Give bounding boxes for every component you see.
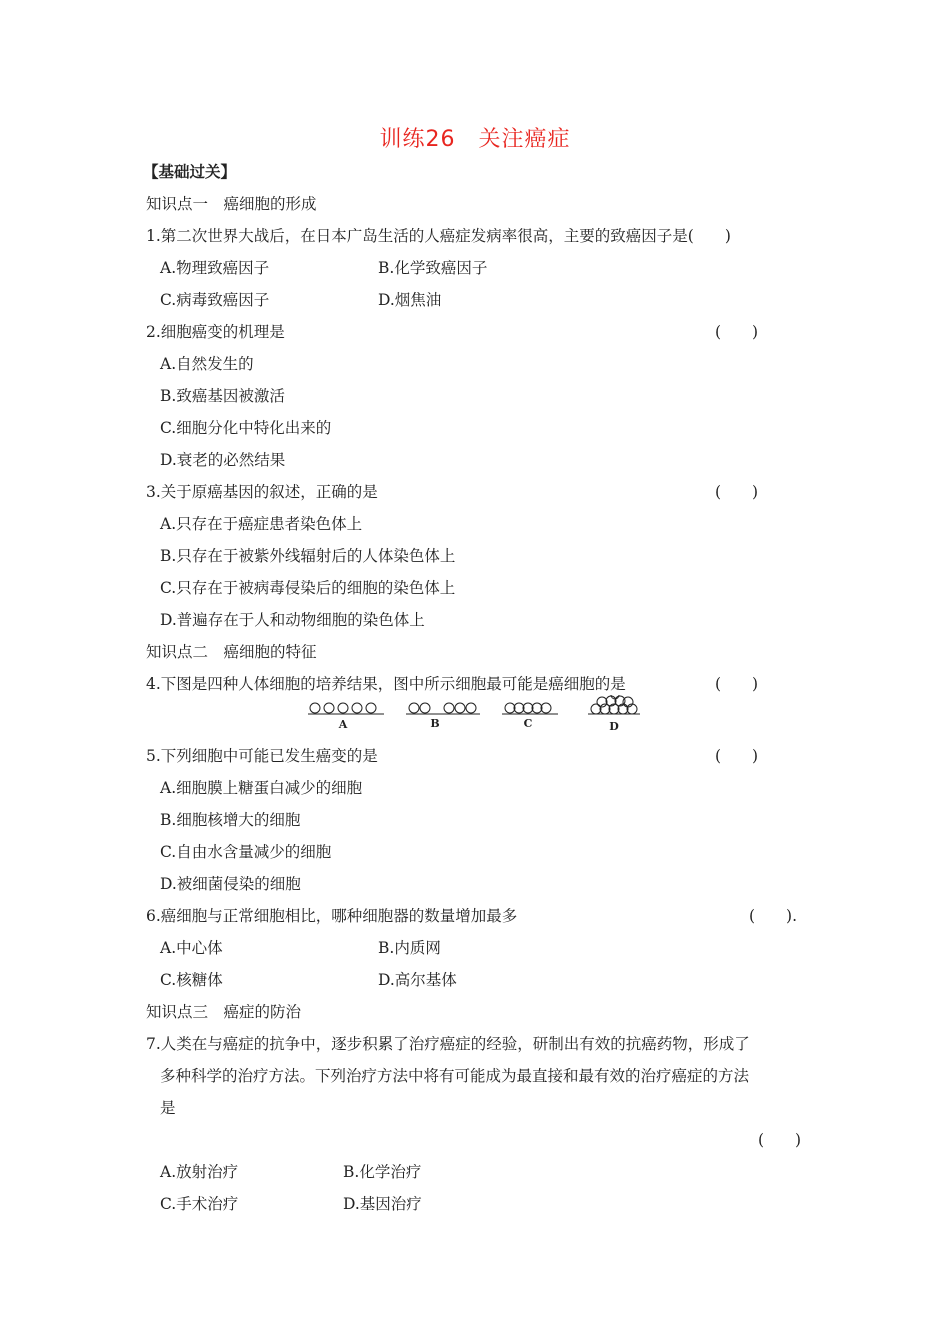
option-d: D.被细菌侵染的细胞 — [160, 875, 301, 893]
section-heading: 【基础过关】 — [143, 162, 237, 181]
option-b: B.化学致癌因子 — [378, 259, 488, 277]
answer-paren: ( ). — [749, 907, 798, 925]
option-c: C.手术治疗 — [160, 1195, 239, 1213]
question-stem: 1.第二次世界大战后，在日本广岛生活的人癌症发病率很高，主要的致癌因子是( ) — [146, 227, 731, 245]
option-a: A.细胞膜上糖蛋白减少的细胞 — [160, 779, 363, 797]
option-a: A.放射治疗 — [160, 1163, 239, 1181]
option-b: B.只存在于被紫外线辐射后的人体染色体上 — [160, 547, 456, 565]
answer-paren: ( ) — [758, 1131, 802, 1149]
topic-heading: 知识点三 癌症的防治 — [146, 1003, 302, 1021]
question-stem-cont: 多种科学的治疗方法。下列治疗方法中将有可能成为最直接和最有效的治疗癌症的方法 — [160, 1067, 750, 1085]
question-stem: 3.关于原癌基因的叙述，正确的是 — [146, 483, 378, 501]
answer-paren: ( ) — [715, 483, 759, 501]
culture-c — [502, 703, 558, 714]
label-c: C — [523, 717, 533, 730]
answer-paren: ( ) — [715, 747, 759, 765]
option-c: C.核糖体 — [160, 971, 223, 989]
question-stem: 4.下图是四种人体细胞的培养结果，图中所示细胞最可能是癌细胞的是 — [146, 675, 626, 693]
option-d: D.衰老的必然结果 — [160, 451, 286, 469]
option-c: C.自由水含量减少的细胞 — [160, 843, 332, 861]
topic-heading: 知识点二 癌细胞的特征 — [146, 643, 317, 661]
option-b: B.化学治疗 — [343, 1163, 422, 1181]
option-c: C.细胞分化中特化出来的 — [160, 419, 332, 437]
question-stem: 5.下列细胞中可能已发生癌变的是 — [146, 747, 378, 765]
option-b: B.细胞核增大的细胞 — [160, 811, 301, 829]
question-stem: 7.人类在与癌症的抗争中，逐步积累了治疗癌症的经验，研制出有效的抗癌药物，形成了 — [146, 1035, 750, 1053]
cell-culture-figure — [300, 695, 660, 735]
option-c: C.病毒致癌因子 — [160, 291, 270, 309]
question-stem-cont: 是 — [160, 1099, 176, 1117]
option-c: C.只存在于被病毒侵染后的细胞的染色体上 — [160, 579, 456, 597]
question-stem: 2.细胞癌变的机理是 — [146, 323, 285, 341]
question-stem: 6.癌细胞与正常细胞相比，哪种细胞器的数量增加最多 — [146, 907, 518, 925]
culture-d — [588, 695, 640, 714]
answer-paren: ( ) — [715, 323, 759, 341]
option-a: A.物理致癌因子 — [160, 259, 270, 277]
page-title: 训练26 关注癌症 — [379, 127, 571, 152]
option-a: A.自然发生的 — [160, 355, 254, 373]
option-a: A.只存在于癌症患者染色体上 — [160, 515, 363, 533]
option-b: B.致癌基因被激活 — [160, 387, 285, 405]
option-d: D.普遍存在于人和动物细胞的染色体上 — [160, 611, 425, 629]
label-a: A — [338, 718, 348, 731]
culture-b — [406, 703, 480, 714]
label-b: B — [430, 717, 440, 730]
answer-paren: ( ) — [715, 675, 759, 693]
option-b: B.内质网 — [378, 939, 441, 957]
option-d: D.基因治疗 — [343, 1195, 422, 1213]
culture-a — [308, 703, 384, 714]
option-d: D.烟焦油 — [378, 291, 442, 309]
topic-heading: 知识点一 癌细胞的形成 — [146, 195, 317, 213]
option-a: A.中心体 — [160, 939, 223, 957]
option-d: D.高尔基体 — [378, 971, 457, 989]
label-d: D — [609, 720, 619, 733]
